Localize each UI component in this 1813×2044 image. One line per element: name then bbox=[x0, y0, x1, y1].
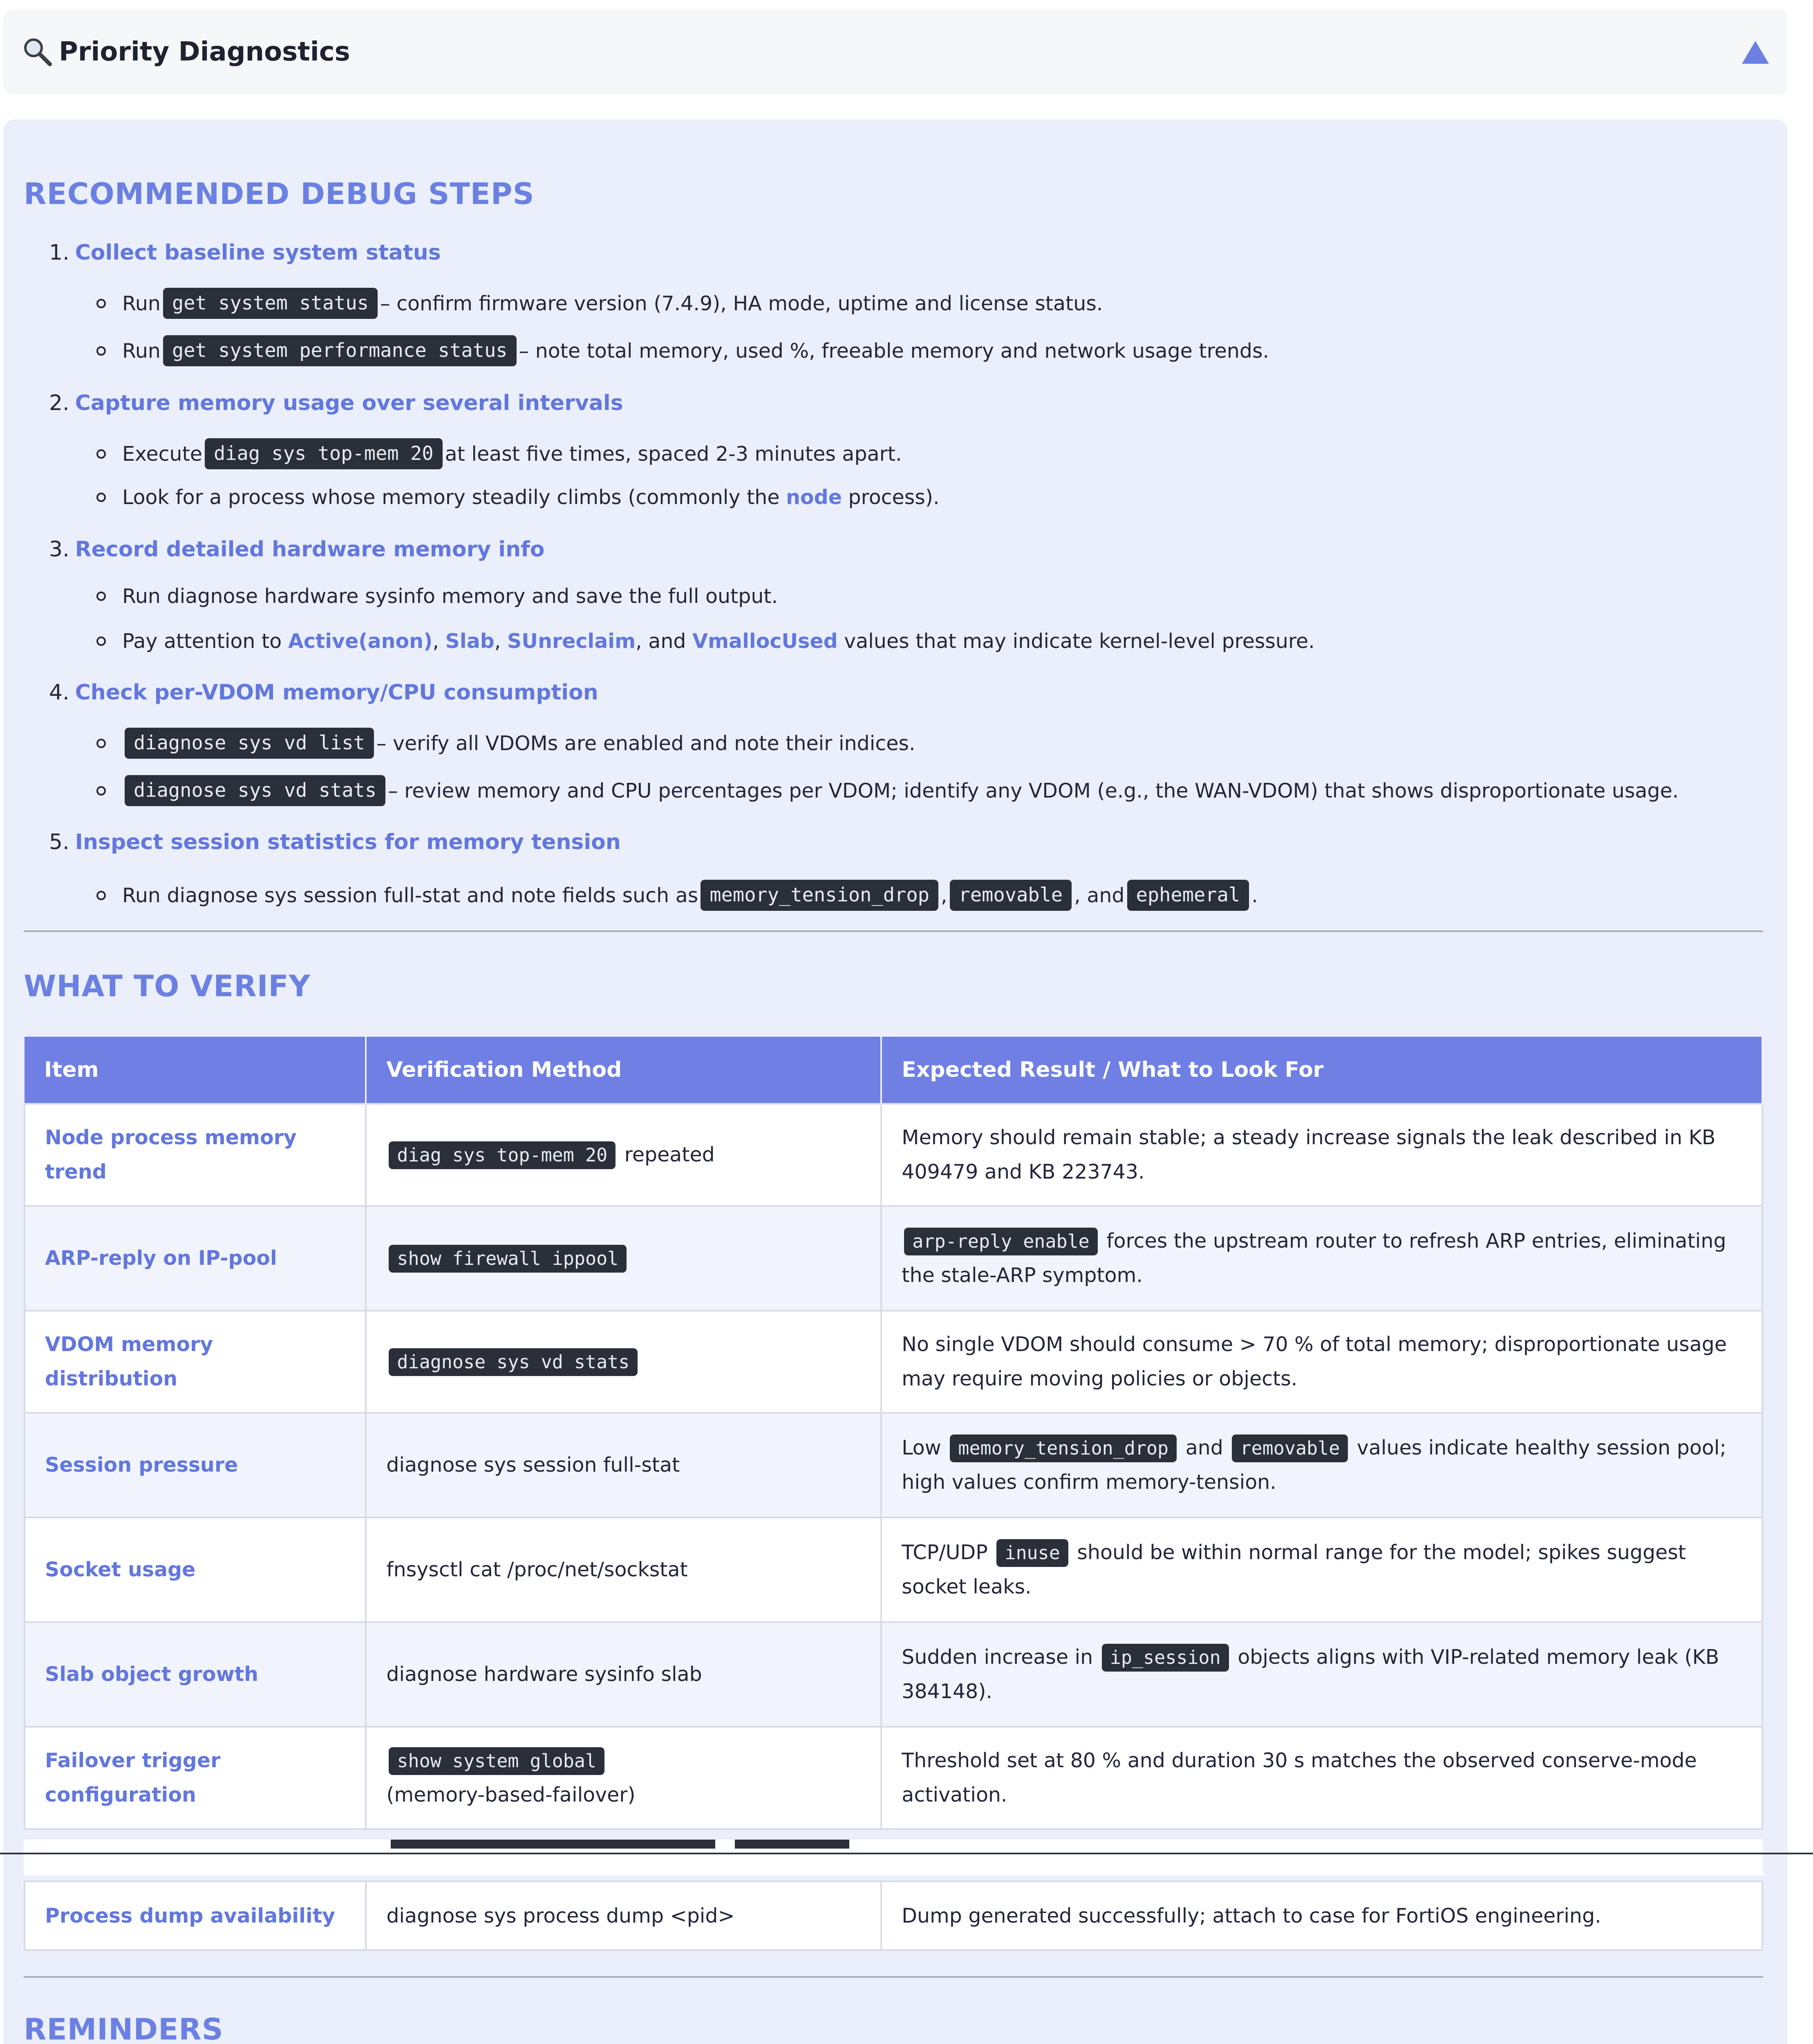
reminders-heading: REMINDERS bbox=[24, 2012, 224, 2044]
inline-code: memory_tension_drop bbox=[950, 1434, 1177, 1462]
column-header-method: Verification Method bbox=[366, 1037, 881, 1104]
magnifier-icon bbox=[21, 36, 54, 68]
list-item: diagnose sys vd stats – review memory and CPU percentages per VDOM; identify any VDOM (e.g., the WAN-VDOM) that shows disproportionate usage. bbox=[98, 775, 1679, 806]
table-row: VDOM memory distribution diagnose sys vd stats No single VDOM should consume > 70 % of total memory; disproportionate usage may require moving policies or objects. bbox=[25, 1311, 1762, 1413]
list-item: Run diagnose hardware sysinfo memory and save the full output. bbox=[98, 585, 778, 608]
table-row: Node process memory trend diag sys top-mem 20 repeated Memory should remain stable; a steady increase signals the leak described in KB 409479 and KB 223743. bbox=[25, 1104, 1762, 1206]
bullet-icon bbox=[96, 891, 106, 900]
table-row: Slab object growth diagnose hardware sysinfo slab Sudden increase in ip_session objects aligns with VIP-related memory leak (KB 384148). bbox=[25, 1622, 1762, 1727]
inline-code: get system performance status bbox=[163, 335, 517, 366]
column-header-result: Expected Result / What to Look For bbox=[881, 1037, 1762, 1104]
bullet-icon bbox=[96, 592, 106, 601]
rendering-glitch bbox=[24, 1840, 1763, 1876]
verify-heading: WHAT TO VERIFY bbox=[24, 969, 311, 1003]
inline-code: diagnose sys vd stats bbox=[389, 1348, 638, 1376]
inline-code: arp-reply enable bbox=[904, 1228, 1097, 1255]
list-item: Run diagnose sys session full-stat and note fields such as memory_tension_drop , removable , and ephemeral . bbox=[98, 880, 1258, 911]
inline-code: show system global bbox=[389, 1747, 604, 1775]
table-row: Process dump availability diagnose sys process dump <pid> Dump generated successfully; attach to case for FortiOS engineering. bbox=[25, 1881, 1762, 1950]
table-row: Session pressure diagnose sys session full-stat Low memory_tension_drop and removable values indicate healthy session pool; high values confirm memory-tension. bbox=[25, 1413, 1762, 1517]
bullet-icon bbox=[96, 299, 106, 308]
bullet-icon bbox=[96, 449, 106, 459]
inline-code: removable bbox=[1232, 1434, 1348, 1462]
bullet-icon bbox=[96, 346, 106, 356]
debug-step-2: 2. Capture memory usage over several intervals bbox=[49, 391, 623, 415]
bullet-icon bbox=[96, 739, 106, 748]
inline-code: inuse bbox=[996, 1539, 1068, 1567]
triangle-up-icon[interactable] bbox=[1741, 40, 1770, 65]
list-item: Run get system performance status – note total memory, used %, freeable memory and network usage trends. bbox=[98, 335, 1269, 366]
inline-code: removable bbox=[950, 880, 1072, 911]
inline-code: diag sys top-mem 20 bbox=[389, 1141, 616, 1169]
divider bbox=[24, 930, 1763, 932]
inline-code: diagnose sys vd list bbox=[125, 728, 374, 759]
horizontal-tear-line bbox=[0, 1853, 1813, 1854]
verify-table bbox=[24, 1037, 1763, 1830]
list-item: Run get system status – confirm firmware version (7.4.9), HA mode, uptime and license status. bbox=[98, 288, 1103, 319]
bullet-icon bbox=[96, 493, 106, 502]
list-item: diagnose sys vd list – verify all VDOMs are enabled and note their indices. bbox=[98, 728, 915, 759]
verify-table-last-row bbox=[24, 1880, 1763, 1951]
inline-code: memory_tension_drop bbox=[701, 880, 938, 911]
column-header-item: Item bbox=[25, 1037, 366, 1104]
table-header-row bbox=[25, 1037, 1762, 1104]
divider bbox=[24, 1976, 1763, 1978]
debug-steps-heading: RECOMMENDED DEBUG STEPS bbox=[24, 177, 535, 211]
table-row: Socket usage fnsysctl cat /proc/net/sockstat TCP/UDP inuse should be within normal range for the model; spikes suggest socket leaks. bbox=[25, 1517, 1762, 1622]
section-title: Priority Diagnostics bbox=[59, 37, 350, 67]
list-item: Execute diag sys top-mem 20 at least five times, spaced 2-3 minutes apart. bbox=[98, 438, 902, 469]
table-row: ARP-reply on IP-pool show firewall ippool arp-reply enable forces the upstream router to refresh ARP entries, eliminating the stale-ARP symptom. bbox=[25, 1206, 1762, 1311]
list-item: Pay attention to Active(anon) , Slab , SUnreclaim , and VmallocUsed values that may indicate kernel-level pressure. bbox=[98, 630, 1315, 653]
bullet-icon bbox=[96, 786, 106, 796]
section-header[interactable] bbox=[3, 10, 1788, 94]
debug-step-5: 5. Inspect session statistics for memory tension bbox=[49, 830, 621, 854]
debug-step-3: 3. Record detailed hardware memory info bbox=[49, 537, 545, 562]
inline-code: show firewall ippool bbox=[389, 1245, 627, 1273]
inline-code: get system status bbox=[163, 288, 378, 319]
inline-code: ephemeral bbox=[1127, 880, 1249, 911]
debug-step-4: 4. Check per-VDOM memory/CPU consumption bbox=[49, 680, 598, 705]
table-row: Failover trigger configuration show system global (memory-based-failover) Threshold set at 80 % and duration 30 s matches the observed conserve-mode activation. bbox=[25, 1727, 1762, 1829]
inline-code: diagnose sys vd stats bbox=[125, 775, 385, 806]
inline-code: ip_session bbox=[1102, 1644, 1229, 1672]
bullet-icon bbox=[96, 637, 106, 646]
inline-code: diag sys top-mem 20 bbox=[205, 438, 443, 469]
list-item: Look for a process whose memory steadily climbs (commonly the node process). bbox=[98, 486, 940, 509]
debug-step-1: 1. Collect baseline system status bbox=[49, 240, 441, 265]
